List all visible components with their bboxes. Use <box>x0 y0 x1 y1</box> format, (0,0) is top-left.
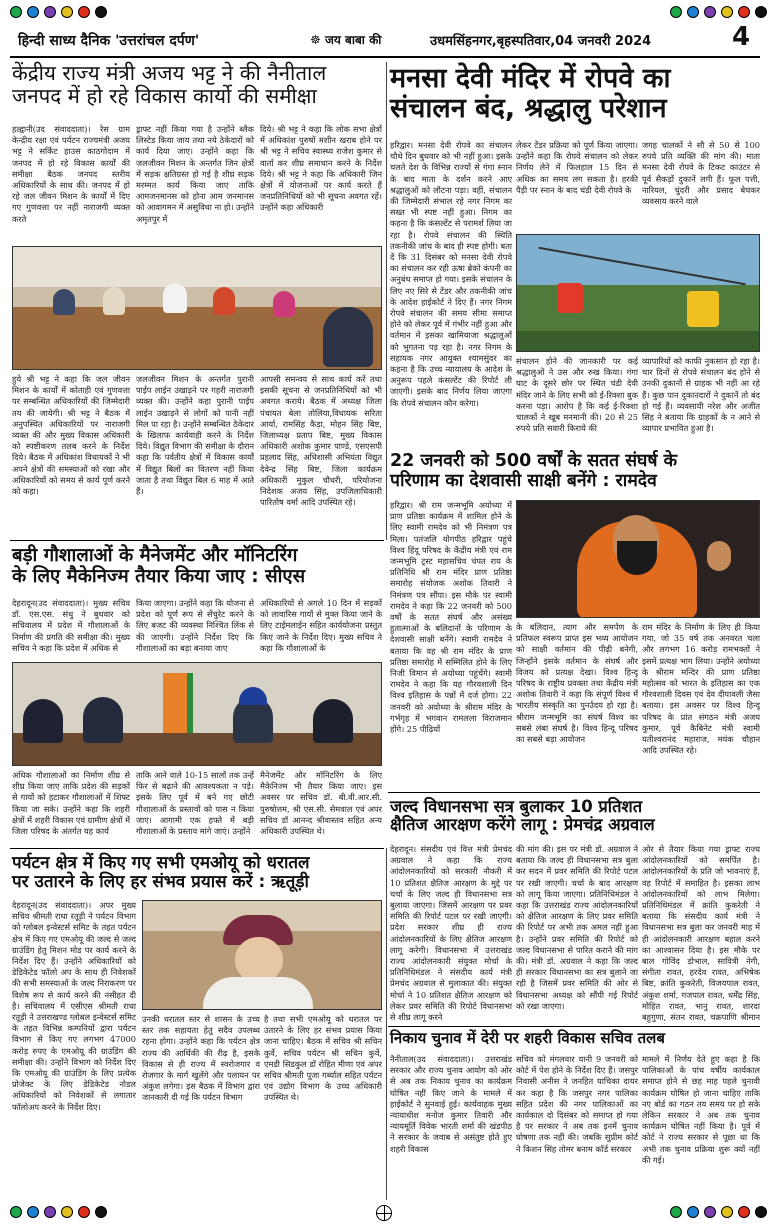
headline-line: मनसा देवी मंदिर में रोपवे का <box>390 63 671 94</box>
dateline: उधमसिंहनगर,बृहस्पतिवार,04 जनवरी 2024 <box>430 34 652 49</box>
color-dot <box>670 6 682 18</box>
ropeway-col3: जगह चालकों ने सौ से 50 से 100 रुपये प्रति व्यक्ति की मांग की। माता मनसा देवी रोपवे के टिकट काउंटर से पूर्व सैकड़ों दुकानें लगी हैं। फूल पत्ती, नारियल, चुंदरी और प्रसाद बेचकर व्यवसाय करने वाले <box>642 140 760 207</box>
gaushala-lower-col3: मैनेजमेंट और मॉनिटरिंग के लिए मैकेनिज्म भी तैयार किया जाए। इस अवसर पर सचिव डॉ. बी.वी.आर.सी. पुरुषोत्तम, श्री एस.सी. सेमवाल एवं अपर सचिव डॉ आनन्द श्रीवास्तव सहित अन्य अधिकारी उपस्थित थे। <box>260 770 382 837</box>
color-dot <box>704 1206 716 1218</box>
ropeway-headline <box>390 64 760 124</box>
headline-line: बड़ी गौशालाओं के मैनेजमेंट और मॉनिटरिंग <box>12 545 298 566</box>
color-dot <box>44 1206 56 1218</box>
masthead <box>10 22 760 52</box>
ropeway-col2: लेकर टेंडर प्रक्रिया को पूर्ण किया जाएगा। उन्होंने कहा कि रोपवे संचालन को लेकर निर्णय लेने में फिलहाल 15 दिन से अधिक का समय लग सकता है। हरकी पैड़ी पर स्नान के बाद चंडी देवी रोपवे के <box>516 140 638 195</box>
color-dot <box>61 6 73 18</box>
color-dot <box>738 6 750 18</box>
ritu-headline <box>12 854 384 892</box>
ramdev-col2: के बलिदान, त्याग और समर्पण के प्रतिफल स्वरूप प्राप्त इस भव्य आयोजन को साक्षी वर्तमान की पीढ़ी बनेगी, जिन्होंने इसके वर्तमान के संघर्ष और विजय को प्रत्यक्ष देखा। विश्व हिन्दू परिषद के राष्ट्रीय प्रवक्ता तथा केंद्रीय मंत्री अशोक तिवारी ने कहा कि संपूर्ण विश्व में भारतीय संस्कृति का पुनर्उदय हो रहा है। श्रीराम जन्मभूमि का संघर्ष विश्व का सबसे लंबा संघर्ष है। विश्व हिन्दू परिषद का सबसे बड़ा आयोजन <box>516 622 638 745</box>
headline-line: क्षैतिज आरक्षण करेंगे लागू : प्रेमचंद्र अग्रवाल <box>390 815 655 835</box>
nikay-col3: मामले में निर्णय देते हुए कहा है कि पालिकाओं के पांच वर्षीय कार्यकाल समाप्त होने से छह माह पहले चुनावी कार्यक्रम घोषित हो जाना चाहिए ताकि नए बोर्ड का गठन तय समय पर हो सके लेकिन सरकार ने अब तक चुनाव कार्यक्रम घोषित नहीं किया है। पूर्व में कोर्ट ने राज्य सरकार से पूछा था कि अभी तक चुनाव प्रक्रिया शुरू क्यों नहीं की गई। <box>642 1054 760 1165</box>
ropeway-lower-col3: व्यापारियों को काफी नुकसान हो रहा है। चार दिनों से रोपवे संचालन बंद होने से उनकी दुकानों से ग्राहक भी नहीं आ रहे हैं। कुछ पान दुकानदारों ने दुकानें तो बंद हो गई हैं। व्यवसायी नरेश और अजीत सिंह ने बताया कि ग्राहकों के न आने से व्यापार प्रभावित हुआ है। <box>642 356 760 434</box>
ritu-col1: देहरादून(उद संवाददाता)। अपर मुख्य सचिव श्रीमती राधा रतूड़ी ने पर्यटन विभाग को ग्लोबल इन्वेस्टर्स समिट के तहत पर्यटन क्षेत्र में किए गए एमओयू की जल्द से जल्द ग्राउंडिंग हेतु मिशन मोड पर कार्य करने के निर्देश दिए हैं। उन्होंने अधिकारियों को डेडिकेटेड फॉलो अप के साथ ही निवेशकों की सभी समस्याओं के जल्द निराकरण पर विशेष रूप से कार्य करने की नसीहत दी है। सचिवालय में एसीएस श्रीमती राधा रतूड़ी ने उत्तराखण्ड ग्लोबल इन्वेस्टर्स समिट के तहत विभिन्न कम्पनियों द्वारा पर्यटन विभाग से किए गए लगभग 47000 करोड़ रुपए के एमओयू की ग्राउंडिंग की समीक्षा की। उन्होंने विभाग को निर्देश दिए कि एमओयू की ग्राउंडिंग के लिए प्रत्येक प्रोजेक्ट के लिए डेडिकेटेड नोडल अधिकारियों को निवेशकों से लगातार फॉलोअप करने के निर्देश दिए। <box>12 900 136 1112</box>
vidhansabha-headline <box>390 798 760 835</box>
slogan-text: जय बाबा की <box>324 33 382 47</box>
paper-name: हिन्दी साध्य दैनिक 'उत्तरांचल दर्पण' <box>18 33 200 49</box>
ritu-photo <box>142 900 382 1010</box>
color-dot <box>95 1206 107 1218</box>
color-dot <box>704 6 716 18</box>
color-dot <box>95 6 107 18</box>
ropeway-lower-col2: संचालन होने की जानकारी पर कई श्रद्धालुओं ने उस और रुख किया। गंगा घाट के दूसरे छोर पर स्थित चंडी देवी मंदिर जाने के लिए सभी को ई-रिक्शा बुक करना पड़ा। आरोप है कि कई ई-रिक्शा चालकों ने खूब मनमानी की। 20 से 25 रुपये प्रति सवारी किराये की <box>516 356 638 434</box>
slogan <box>310 31 381 48</box>
nikay-col1: नैनीताल(उद संवाददाता)। उत्तराखंड सरकार और राज्य चुनाव आयोग को ओर से अब तक निकाय चुनाव का कार्यक्रम घोषित नहीं किए जाने के मामले में हाईकोर्ट ने सुनवाई हुई। कार्यवाहक मुख्य न्यायाधीश मनोज कुमार तिवारी और न्यायमूर्ति विवेक भारती शर्मा की खंडपीठ ने सरकार के जवाब से असंतुष्ट होते हुए शहरी विकास <box>390 1054 512 1154</box>
color-dot <box>78 1206 90 1218</box>
color-dot <box>10 1206 22 1218</box>
headline-line: जनपद में हो रहे विकास कार्यो की समीक्षा <box>12 83 317 108</box>
vidhansabha-col3: ओर से तैयार किया गया ड्राफ्ट राज्य आंदोलनकारियों को समर्पित है। आंदोलनकारियों के प्रति जो भावनाएं हैं, वह रिपोर्ट में समाहित है। इसका लाभ आंदोलनकारियों को लाभ मिलेगा। प्रतिनिधिमंडल में क्रांति कुकरेती ने बताया कि संसदीय कार्य मंत्री ने विधानसभा सत्र बुला कर जनवरी माह में ही आंदोलनकारी आरक्षण बहाल करने का आश्वासन दिया है। इस मौके पर बाल गोविंद डोभाल, सावित्री नेगी, संगीता रावत, हरदेव रावत, अभिषेक बिष्ट, क्रांति कुकरेती, विजयपाल रावत, अंकुश शर्मा, गजपाल रावत, धर्मेंद्र सिंह, मोहित रावत, भानु रावत, शारदा बहुगुणा, संतन रावत, चक्रपाणि श्रीमान <box>642 844 760 1023</box>
vidhansabha-col2: की मांग की। इस पर मंत्री डॉ. अग्रवाल ने बताया कि जल्द ही विधानसभा सत्र बुला कर सदन में प्रवर समिति की रिपोर्ट पटल पर रखी जाएगी। चर्चा के बाद आरक्षण को लागू किया जाएगा। प्रतिनिधिमंडल ने कहा कि उत्तराखंड राज्य आंदोलनकारियों को क्षैतिज आरक्षण के लिए प्रवर समिति की रिपोर्ट पर अभी तक अमल नहीं हुआ है। उन्होंने प्रवर समिति की रिपोर्ट को जल्द विधानसभा से पारित कराने की मांग की। मंत्री डॉ. अग्रवाल ने कहा कि जल्द ही सरकार विधानसभा का सत्र बुलाने जा रही है जिसमें प्रवर समिति की ओर से विधानसभा अध्यक्ष को सौंपी गई रिपोर्ट को रखा जाएगा। <box>516 844 638 1011</box>
color-dot <box>10 6 22 18</box>
gaushala-col2: किया जाएगा। उन्होंने कहा कि योजना से प्रदेश को पूर्ण रूप से सेंचुरेट करने के लिए बजट की व्यवस्था निश्चित लिंक से की जाएगी। उन्होंने निर्देश दिए कि गौशालाओं का बड़ा बनाया जाए <box>136 598 254 653</box>
ramdev-col3: राम मंदिर के निर्माण के लिए ही किया गया, जो 35 वर्ष तक अनवरत चला और लगभग 16 करोड़ रामभक्तों ने इसमें प्रत्यक्ष भाग लिया। उन्होंने अयोध्या के श्रीराम मन्दिर की प्राण प्रतिष्ठा महोत्सव को भारत के इतिहास का एक गौरवशाली दिवस एवं देव दीपावली जैसा बताया। इस अवसर पर विश्व हिन्दू परिषद के प्रांत संगठन मंत्री अजय कुमार, पूर्व कैबिनेट मंत्री स्वामी यतीश्वरानंद महाराज, मयंक चौहान आदि उपस्थित रहे। <box>642 622 760 756</box>
section-rule <box>388 792 760 793</box>
gaushala-lower-col2: ताकि आने वाले 10-15 सालों तक उन्हें फिर से बढ़ाने की आवश्यकता न पड़े। इसके लिए पूर्व में बने गए छोटी गौशालाओं के प्रस्तावों को पास न किया जाए। आगामी एक हफ्ते में बड़ी गौशालाओं के प्रस्ताव मांगे जाएं। उन्होंने <box>136 770 254 837</box>
bhatt-lower-col2: जलजीवन मिशन के अन्तर्गत पुरानी पाईप लाईन उखाड़ने पर गहरी नाराजगी व्यक्त की। उन्होंने कहा पुरानी पाईप लाईन उखाड़ने से लोगों को पानी नहीं मिल पा रहा है। उन्होंने सम्बन्धित ठेकेदार के खिलाफ कार्यवाही करने के निर्देश दिये। विद्युत विभाग की समीक्षा के दौरान कहा कि पर्वतीय क्षेत्रों में विकास कार्यों में विद्युत बिलों का वितरण नहीं किया जाता है तथा विद्युत बिल 6 माह में आते हैं। <box>136 374 254 497</box>
bhatt-col2: ड्राफ्ट नहीं किया गया है उन्होंने ब्लैक लिस्टेड किया जाय तथा नये ठेकेदारों को कार्य दिया जाए। उन्होंने कहा कि जलजीवन मिशन के अन्तर्गत जिन क्षेत्रों में सड़क क्षतिग्रस्त हो गई है शीघ्र सड़क मरम्मत कार्य किया जाए ताकि आमजनमानस को होना आम जनमानस को आवागमन में असुविधा ना हो। उन्होंने अमृतपुर में <box>136 124 254 224</box>
masthead-rule <box>10 56 760 58</box>
color-dot <box>27 1206 39 1218</box>
headline-line: परिणाम का देशवासी साक्षी बनेंगे : रामदेव <box>390 470 657 491</box>
bhatt-headline <box>12 62 384 108</box>
color-dots-bottom-left <box>10 1206 107 1218</box>
color-dot <box>721 6 733 18</box>
color-dots-top-left <box>10 6 107 18</box>
ritu-lower-col2: उनकी धरातल स्तर से शासन के उच्च स्तर तक सहायता हेतु सदैव उपलब्ध रहना होगा। उन्होंने कहा कि पर्यटन क्षेत्र राज्य की आर्थिकी की रीढ़ है, इसके विकास से ही राज्य में स्वरोजगार व रोजगार के मार्ग खुलेंगे और पलायन पर अंकुश लगेगा। इस बैठक में विभाग द्वारा जानकारी दी गई कि पर्यटन विभाग <box>142 1014 260 1103</box>
ritu-lower-col3: है तथा सभी एमओयू को धरातल पर उतारने के लिए हर संभव प्रयास किया जाना चाहिए। बैठक में सचिव श्री सचिन कुर्वे, सचिव पर्यटन श्री सचिन कुर्वे, एमडी सिडकुल डॉ रोहित मीणा एवं अपर सचिव श्रीमती पूजा गर्ब्याल सहित पर्यटन एवं उद्योग विभाग के उच्च अधिकारी उपस्थित थे। <box>264 1014 382 1103</box>
headline-line: 22 जनवरी को 500 वर्षों के सतत संघर्ष के <box>390 451 678 471</box>
color-dot <box>78 6 90 18</box>
color-dot <box>687 1206 699 1218</box>
section-rule <box>388 1026 760 1027</box>
bhatt-col1: हल्द्वानी(उद संवाददाता)। रेस ग्राम केन्द्रीय रक्षा एवं पर्यटन राज्यमंत्री अजय भट्ट ने सर्किट हाउस काठगोदाम में जनपद में हो रहे विकास कार्यों की समीक्षा बैठक जनपद स्तरीय अधिकारियों के साथ की। जनपद में हो रहे जल जीवन मिशन के कार्यों में दिए गए गुणवत्ता पर नहीं नाराजगी व्यक्त करते <box>12 124 130 224</box>
color-dot <box>755 1206 767 1218</box>
color-dot <box>721 1206 733 1218</box>
color-dot <box>738 1206 750 1218</box>
column-divider <box>386 848 387 1200</box>
bhatt-lower-col3: आपसी समन्वय से साथ कार्य करें तथा इसकी सूचना से जनप्रतिनिधियों को भी अवगत कराये। बैठक में अध्यक्ष जिला पंचायत बेला तोलिया,विधायक सरिता आर्या, रामसिंह कैड़ा, मोहन सिंह बिष्ट, जिलाध्यक्ष प्रताप बिष्ट, मुख्य विकास अधिकारी अशोक कुमार पाण्डे, एसएसपी प्रहलाद सिंह, अधिशासी अभियंता विद्युत देवेन्द्र सिंह बिष्ट, जिला कार्यक्रम अधिकारी मुकुल चौधरी, परियोजना निदेशक अजय सिंह, उपजिलाधिकारी पारितोष वर्मा आदि उपस्थित रहे। <box>260 374 382 508</box>
color-dot <box>755 6 767 18</box>
color-dot <box>687 6 699 18</box>
ropeway-col1: हरिद्वार। मनसा देवी रोपवे का संचालन चौथे दिन बुधवार को भी नहीं हुआ। इसके चलते देश के विभिन्न राज्यों से गंगा स्नान के बाद माता के दर्शन करने आए श्रद्धालुओं को लौटना पड़ा। वहीं, संचालन की जिम्मेदारी संभाल रहे नगर निगम का सख्त भी स्पष्ट नहीं हुआ। निगम का कहना है कि कंसल्टेंट से परामर्श लिया जा रहा है। रोपवे संचालन की स्थिति तकनीकी जांच के बाद ही स्पष्ट होगी। बता दें कि 31 दिसंबर को मनसा देवी रोपवे का संचालन कर रही ऊषा ब्रेको कंपनी का अनुबंध समाप्त हो गया। इसके संचालन के लिए नए सिरे से टेंडर और तकनीकी जांच के आदेश हाईकोर्ट ने दिए हैं। नगर निगम रोपवे संचालन की समय सीमा समाप्त होने को लेकर पूर्व में गंभीर नहीं हुआ और वर्तमान में इसका खामियाजा श्रद्धालुओं को भुगतना पड़ रहा है। नगर निगम के सहायक नगर आयुक्त श्यामसुंदर का कहना है कि उच्च न्यायालय के आदेश के अनुरूप पहले कंसल्टेंट की रिपोर्ट ली जाएगी। इसके बाद निर्णय लिया जाएगा कि रोपवे संचालन कौन करेगा। <box>390 140 512 408</box>
color-dot <box>670 1206 682 1218</box>
om-icon: ☸ <box>310 33 325 47</box>
section-rule <box>10 848 384 849</box>
gaushala-meeting-photo <box>12 662 382 766</box>
headline-line: जल्द विधानसभा सत्र बुलाकर 10 प्रतिशत <box>390 797 643 816</box>
headline-line: संचालन बंद, श्रद्धालु परेशान <box>390 93 667 125</box>
ramdev-headline <box>390 452 760 491</box>
gaushala-col1: देहरादून(उद संवाददाता)। मुख्य सचिव डॉ. एस.एस. संधु ने बुधवार को सचिवालय में प्रदेश में गौशालाओं के निर्माण की प्रगति की समीक्षा की। मुख्य सचिव ने कहा कि प्रदेश में अधिक से <box>12 598 130 653</box>
headline-line: केंद्रीय राज्य मंत्री अजय भट्ट ने की नैनीताल <box>12 61 327 85</box>
vidhansabha-col1: देहरादून। संसदीय एवं वित्त मंत्री प्रेमचंद अग्रवाल ने कहा कि राज्य आंदोलनकारियों को सरकारी नौकरी में 10 प्रतिशत क्षैतिज आरक्षण के मुद्दे पर चर्चा के लिए जल्द ही विधानसभा सत्र बुलाया जाएगा। जिसमें आरक्षण पर प्रवर समिति की रिपोर्ट पटल पर रखी जाएगी। प्रदेश सरकार शीघ्र ही राज्य आंदोलनकारियों के लिए क्षैतिज आरक्षण लागू करेगी। विधानसभा में उत्तराखंड राज्य आंदोलनकारी संयुक्त मोर्चा के प्रतिनिधिमंडल ने संसदीय कार्य मंत्री प्रेमचंद अग्रवाल से मुलाकात की। संयुक्त मोर्चा ने 10 प्रतिशत क्षैतिज आरक्षण को लेकर प्रवर समिति की रिपोर्ट विधानसभा से शीघ्र लागू करने <box>390 844 512 1023</box>
page-number: 4 <box>732 22 751 52</box>
color-dots-bottom-right <box>670 1206 767 1218</box>
ramdev-col1: हरिद्वार। श्री राम जन्मभूमि अयोध्या में प्राण प्रतिष्ठा कार्यक्रम में शामिल होने के लिए स्वामी रामदेव को भी निमंत्रण पत्र मिला। पतंजलि योगपीठ हरिद्वार पहुंचे विश्व हिंदू परिषद के केंद्रीय मंत्री एवं राम जन्मभूमि ट्रस्ट महासचिव चंपत राय के प्रतिनिधि श्री राम मंदिर प्राण प्रतिष्ठा समारोह संयोजक अशोक तिवारी ने निमंत्रण पत्र सौंपा। इस मौके पर स्वामी रामदेव ने कहा कि 22 जनवरी को 500 वर्षों के सतत संघर्ष और असंख्य हुतात्माओं के बलिदानों के परिणाम के देशवासी साक्षी बनेंगे। स्वामी रामदेव ने बताया कि वह श्री राम मंदिर के प्राण प्रतिष्ठा समारोह में सम्मिलित होने के लिए निजी विमान से अयोध्या पहुंचेंगे। स्वामी रामदेव ने कहा कि यह गौरवशाली दिन विश्व इतिहास के पन्नों में दर्ज होगा। 22 जनवरी को अयोध्या के श्रीराम मंदिर के गर्भगृह में भगवान रामलला विराजमान होंगे। 25 पीढ़ियों <box>390 500 512 735</box>
color-dot <box>27 6 39 18</box>
color-dots-top-right <box>670 6 767 18</box>
nikay-headline: निकाय चुनाव में देरी पर शहरी विकास सचिव तलब <box>390 1029 665 1047</box>
gaushala-lower-col1: अधिक गौशालाओं का निर्माण शीघ्र से शीघ्र किया जाए ताकि प्रदेश की सड़कों से गायों को हटाकर गौशालाओं में शिफ्ट किया जा सके। उन्होंने कहा कि शहरी क्षेत्रों में शहरी विकास एवं ग्रामीण क्षेत्रों में जिला परिषद के अंतर्गत यह कार्य <box>12 770 130 837</box>
nikay-col2: सचिव को मंगलवार यानी 9 जनवरी को कोर्ट में पेश होने के निर्देश दिए हैं। जसपुर निवासी अनीस ने जनहित याचिका दायर कर कहा है कि जसपुर नगर पालिका सहित प्रदेश की नगर पालिकाओं का कार्यकाल दो दिसंबर को समाप्त हो गया है पर सरकार ने अब तक इनमें चुनाव घोषणा तक नहीं की। जबकि सुप्रीम कोर्ट ने किशन सिंह तोमर बनाम कॉर्ड सरकार <box>516 1054 638 1154</box>
color-dot <box>44 6 56 18</box>
headline-line: के लिए मैकेनिज्म तैयार किया जाए : सीएस <box>12 565 306 587</box>
ropeway-photo <box>516 234 760 352</box>
ramdev-photo <box>516 500 760 618</box>
bhatt-lower-col1: हुये श्री भट्ट ने कहा कि जल जीवन मिशन के कार्यों में कोताही एवं गुणवत्ता पर सम्बन्धित अधिकारियों की जिम्मेदारी तय की जायेगी। श्री भट्ट ने बैठक में अनुपस्थित अधिकारियों पर नाराजगी व्यक्त की और मुख्य विकास अधिकारी को स्पष्टीकरण तलब करने के निर्देश दिये। बैठक में अधिकांश विधायकों ने भी अपने क्षेत्रों की समस्याओं को रखा और अधिकारियों को समय से कार्य पूर्ण करने को कहा। <box>12 374 130 497</box>
section-rule <box>10 540 384 541</box>
gaushala-col3: अधिकारियों से अगले 10 दिन में सड़कों को लावारिस गायों से मुक्त किया जाने के लिए टाईमलाईन सहित कार्ययोजना प्रस्तुत किए जाने के निर्देश दिए। मुख्य सचिव ने कहा कि गौशालाओं के <box>260 598 382 653</box>
column-divider <box>386 62 387 540</box>
bhatt-meeting-photo <box>12 246 382 370</box>
registration-mark-icon <box>376 1205 392 1221</box>
color-dot <box>61 1206 73 1218</box>
gaushala-headline <box>12 546 384 587</box>
bhatt-col3: दिये। श्री भट्ट ने कहा कि लोक सभा क्षेत्रों में अधिकांश पुरुषों मशीन खराब होने पर श्री भट्ट ने सचिव स्वास्थ्य राजेश कुमार से वार्ता कर शीघ्र समाधान करने के निर्देश दिये। श्री भट्ट ने कहा कि अधिकारी जिन क्षेत्रों में योजनाओं पर कार्य करते हैं जनप्रतिनिधियों को भी सूचना अवगत रहें। उन्होंने कहा अधिकारी <box>260 124 382 213</box>
headline-line: पर्यटन क्षेत्र में किए गए सभी एमओयू को धरातल <box>12 853 310 873</box>
headline-line: पर उतारने के लिए हर संभव प्रयास करें : ऋतूड़ी <box>12 872 309 893</box>
